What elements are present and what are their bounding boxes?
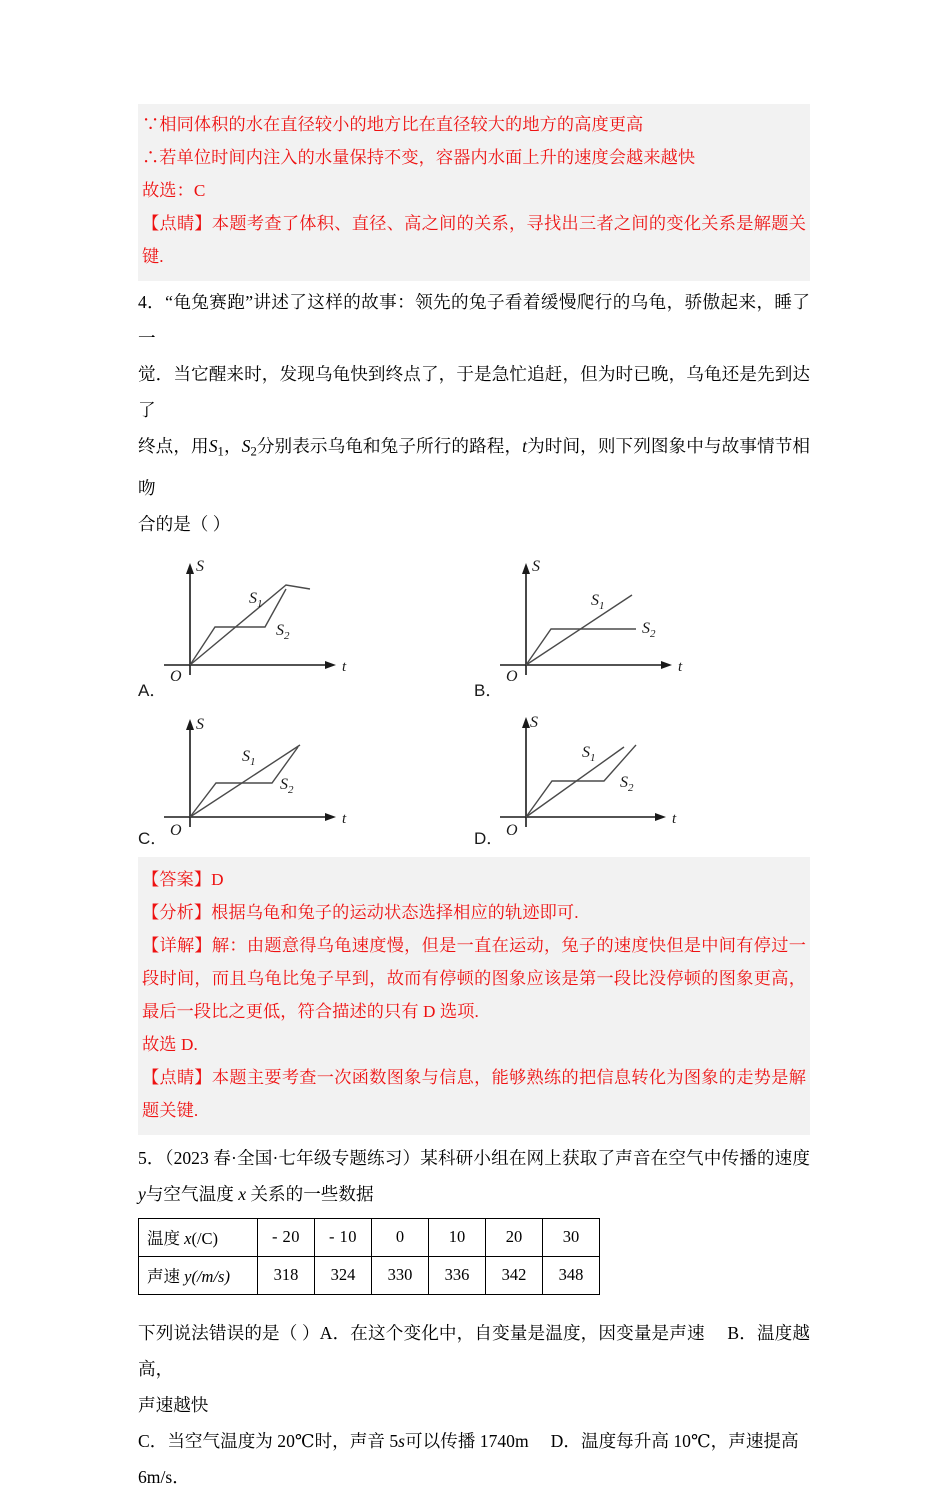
- q5-options-line-3: [138, 1423, 810, 1459]
- table-cell-y-0: 318: [258, 1256, 315, 1294]
- temp-label-post: (/C): [191, 1229, 219, 1249]
- q5-option-c-mid: 时，声音 5: [314, 1430, 399, 1451]
- table-cell-x-2: 0: [372, 1218, 429, 1256]
- option-d-label: D．: [474, 828, 504, 848]
- graph-c-curve-label-s2: $S_2$: [280, 775, 294, 796]
- question-5: [138, 1135, 810, 1495]
- q5-options-line-1: [138, 1315, 810, 1387]
- q5-options-line-4: 6m/s．: [138, 1466, 190, 1487]
- figure-option-b: [474, 555, 810, 703]
- q4-line-2: 觉．当它醒来时，发现乌龟快到终点了，于是急忙追赶，但为时已晚，乌龟还是先到达了: [138, 364, 810, 420]
- graph-c-y-label: S: [196, 715, 204, 733]
- figure-option-c: [138, 703, 474, 851]
- table-cell-y-1: 324: [315, 1256, 372, 1294]
- graph-d-curve-label-s2: $S_2$: [620, 773, 634, 794]
- q4-keypoint-line: 【点睛】本题主要考查一次函数图象与信息，能够熟练的把信息转化为图象的走势是解题关键.: [142, 1067, 806, 1120]
- option-figures: [138, 555, 810, 851]
- question-4: [138, 281, 810, 542]
- degree-c-icon-1: ℃: [294, 1430, 315, 1451]
- q5-options-prompt: 下列说法错误的是（ ）: [138, 1322, 320, 1343]
- speed-label-post: (/m/s): [191, 1267, 230, 1287]
- option-a-label: A．: [138, 680, 167, 700]
- table-row-speed: [139, 1256, 600, 1294]
- graph-a-svg: [160, 557, 390, 687]
- graph-c-svg: [160, 705, 390, 835]
- table-cell-x-0: - 20: [258, 1218, 315, 1256]
- q3-reason-line-2: ∴若单位时间内注入的水量保持不变，容器内水面上升的速度会越来越快: [142, 148, 696, 167]
- q5-option-d-pre: D．温度每升高 10: [550, 1430, 691, 1451]
- q5-var-y: y: [138, 1183, 146, 1204]
- figure-row-1: [138, 555, 810, 703]
- graph-d-curve-label-s1: $S_1$: [582, 743, 596, 764]
- q4-line-3: 终点，用$S_1$，$S_2$分别表示乌龟和兔子所行的路程，t为时间，则下列图象中与故事情节相吻: [138, 436, 810, 498]
- table-cell-x-4: 20: [486, 1218, 543, 1256]
- q5-option-c-post: 可以传播 1740m: [405, 1430, 529, 1451]
- graph-d-y-label: S: [530, 713, 538, 731]
- figure-row-2: [138, 703, 810, 851]
- graph-c-curve-label-s1: $S_1$: [242, 747, 256, 768]
- graph-d-origin-label: O: [506, 821, 518, 835]
- q5-text-pre: 某科研小组在网上获取了声音在空气中传播的速度: [420, 1147, 810, 1168]
- q4-text-1: “龟兔赛跑”讲述了这样的故事：领先的兔子看着缓慢爬行的乌龟，骄傲起来，睡了一: [138, 292, 810, 348]
- q3-choice-line: 故选：C: [142, 181, 206, 200]
- temp-label-pre: 温度: [147, 1229, 185, 1249]
- q4-line-4: 合的是（ ）: [138, 513, 231, 534]
- temp-label-var: x: [184, 1229, 192, 1249]
- graph-b-x-label: t: [678, 658, 683, 675]
- table-bottom-spacer: [138, 1295, 810, 1315]
- graph-b-svg: [496, 557, 726, 687]
- page-content: [138, 0, 810, 1495]
- table-cell-x-3: 10: [429, 1218, 486, 1256]
- graph-c-origin-label: O: [170, 821, 182, 835]
- q5-var-x: x: [238, 1183, 247, 1204]
- figure-option-a: [138, 555, 474, 703]
- graph-d-svg: [496, 705, 726, 835]
- figure-option-d: [474, 703, 810, 851]
- q5-text-end: 关系的一些数据: [250, 1183, 374, 1204]
- graph-a-x-label: t: [342, 658, 347, 675]
- q3-reason-line-1: ∵相同体积的水在直径较小的地方比在直径较大的地方的高度更高: [142, 115, 644, 134]
- graph-a-origin-label: O: [170, 667, 182, 685]
- graph-b-curve-label-s2: $S_2$: [642, 619, 656, 640]
- table-cell-y-4: 342: [486, 1256, 543, 1294]
- q5-options-line-2: 声速越快: [138, 1394, 209, 1415]
- q4-text-3-post: 为时间，则下列图象中与故事情节相吻: [138, 436, 810, 498]
- speed-label-pre: 声速: [147, 1267, 185, 1287]
- sound-speed-table: [138, 1218, 600, 1295]
- table-cell-y-2: 330: [372, 1256, 429, 1294]
- answer-block-q3: [138, 104, 810, 281]
- degree-c-icon-2: ℃: [690, 1430, 711, 1451]
- q4-detail-line: 【详解】解：由题意得乌龟速度慢，但是一直在运动，兔子的速度快但是中间有停过一段时间，而且乌龟比兔子早到，故而有停顿的图象应该是第一段比没停顿的图象更高，最后一段比之更低，符合描述的只有 D 选项.: [142, 935, 806, 1021]
- table-rowhead-speed: [139, 1256, 258, 1294]
- q4-text-3-pre: 终点，用: [138, 436, 209, 456]
- graph-b-y-label: S: [532, 557, 540, 575]
- q5-option-c-pre: C．当空气温度为 20: [138, 1430, 295, 1451]
- q4-answer-line: 【答案】D: [142, 869, 224, 889]
- answer-block-q4: [138, 857, 810, 1135]
- table-rowhead-temperature: [139, 1218, 258, 1256]
- graph-d-x-label: t: [672, 810, 677, 827]
- option-c-label: C．: [138, 828, 168, 848]
- q5-number: 5．: [138, 1147, 165, 1168]
- q4-var-s1: S: [208, 436, 218, 456]
- q4-text-3-mid: 分别表示乌龟和兔子所行的路程，: [256, 436, 523, 456]
- option-b-label: B．: [474, 680, 503, 700]
- graph-a-curve-label-s2: $S_2$: [276, 621, 290, 642]
- figures-top-spacer: [138, 542, 810, 555]
- q5-option-b-part1: B．温度越高，: [138, 1322, 810, 1379]
- q4-var-s2: S: [241, 436, 251, 456]
- q4-var-s2-sub: 2: [250, 444, 257, 459]
- q5-option-d-mid: ，声速提高: [710, 1430, 799, 1451]
- graph-a-curve-label-s1: $S_1$: [249, 589, 263, 610]
- q5-option-c-var: s: [398, 1430, 406, 1451]
- q5-text-post: 与空气温度: [145, 1183, 234, 1204]
- q4-var-s1-sub: 1: [217, 444, 224, 459]
- q4-var-t: t: [522, 436, 528, 456]
- graph-b-origin-label: O: [506, 667, 518, 685]
- q5-source: （2023 春·全国·七年级专题练习）: [164, 1147, 421, 1168]
- q5-option-a: A．在这个变化中，自变量是温度，因变量是声速: [319, 1322, 705, 1343]
- table-row-temperature: [139, 1218, 600, 1256]
- speed-label-var: y: [184, 1267, 192, 1287]
- graph-c-x-label: t: [342, 810, 347, 827]
- table-cell-x-1: - 10: [315, 1218, 372, 1256]
- graph-a-y-label: S: [196, 557, 204, 575]
- q4-analysis-line: 【分析】根据乌龟和兔子的运动状态选择相应的轨迹即可.: [142, 902, 579, 922]
- table-cell-y-3: 336: [429, 1256, 486, 1294]
- q4-line-1: [138, 284, 810, 356]
- q3-key-point-line: 【点睛】本题考查了体积、直径、高之间的关系，寻找出三者之间的变化关系是解题关键.: [142, 214, 806, 266]
- graph-b-curve-label-s1: $S_1$: [591, 591, 605, 612]
- q4-choose-line: 故选 D.: [142, 1034, 198, 1054]
- q5-intro: [138, 1140, 810, 1212]
- table-cell-y-5: 348: [543, 1256, 600, 1294]
- table-cell-x-5: 30: [543, 1218, 600, 1256]
- q4-number: 4．: [138, 292, 166, 312]
- top-margin: [138, 0, 810, 104]
